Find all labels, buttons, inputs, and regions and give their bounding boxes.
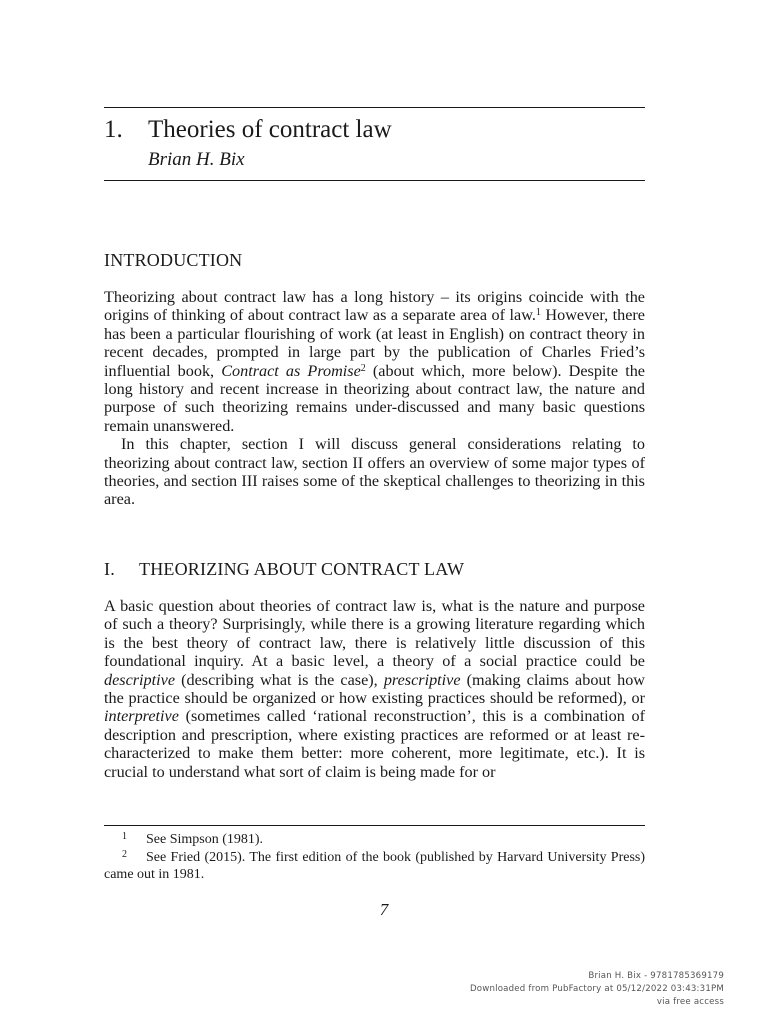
introduction-paragraph-2: In this chapter, section I will discuss general considerations relating to theorizing about contract law, section II offers an overview of some major types of theories, and section III raises some of the skeptical challenges to theorizing in this area. [104,435,645,509]
introduction-paragraph-1 [104,288,645,435]
section-heading-text: THEORIZING ABOUT CONTRACT LAW [139,559,465,579]
term-prescriptive: prescriptive [383,670,461,689]
page-number: 7 [379,900,389,919]
chapter-title-text: Theories of contract law [148,116,392,143]
term-descriptive: descriptive [104,670,176,689]
text-run: However, there has been a particular flourishing of work (at least in English) on contract theory in recent decades, prompted in large part by the publication of Charles Fried’s influential book, [104,306,645,380]
footnote-text: See Simpson (1981). [146,832,264,847]
watermark-line: Downloaded from PubFactory at 05/12/2022 03:43:31PM [469,984,724,994]
introduction-body [104,288,645,509]
chapter-title [104,114,392,146]
watermark-line: Brian H. Bix - 9781785369179 [588,971,724,981]
footnote-rule [104,825,645,826]
introduction-heading: INTRODUCTION [104,250,243,270]
footnote-ref-2: 2 [360,362,366,374]
footnote-1: 1 See Simpson (1981). [122,831,264,847]
chapter-author: Brian H. Bix [148,149,245,170]
chapter-top-rule [104,107,645,108]
footnote-text: See Fried (2015). The first edition of the book (published by Harvard University Press) came out in 1981. [104,849,645,882]
term-interpretive: interpretive [104,707,179,726]
text-run: (about which, more below). Despite the long history and recent increase in theorizing about contract law, the nature and purpose of such theorizing remains under-discussed and many basic questions remain unanswered. [104,361,645,435]
footnote-2: 2 See Fried (2015). The first edition of the book (published by Harvard University Press) came out in 1981. [104,848,645,882]
text-run: (making claims about how the practice should be organized or how existing practices should be reformed), or [104,670,645,708]
text-run: A basic question about theories of contract law is, what is the nature and purpose of such a theory? Surprisingly, while there is a growing literature regarding which is the best theory of contract law, there is relatively little discussion of this foundational inquiry. At a basic level, a theory of a social practice could be [104,597,645,671]
book-title: Contract as Promise [221,361,361,380]
text-run: (sometimes called ‘rational reconstruction’, this is a combination of description and prescription, where existing practices are reformed or at least re-characterized to make them better: more coherent, more legitimate, etc.). It is crucial to understand what sort of claim is being made for or [104,707,645,781]
section-1-heading [104,557,464,581]
text-run: (describing what is the case), [175,670,384,689]
watermark-line: via free access [656,997,724,1007]
footnote-ref-1: 1 [535,307,541,319]
text-run: Theorizing about contract law has a long history – its origins coincide with the origins of thinking of about contract law as a separate area of law. [104,288,645,325]
section-1-body [104,597,645,781]
download-watermark [470,970,724,1009]
chapter-bottom-rule [104,180,645,181]
section-1-paragraph-1 [104,597,645,781]
chapter-number: 1. [104,116,123,143]
footnotes [104,831,645,884]
section-number: I. [104,559,115,579]
